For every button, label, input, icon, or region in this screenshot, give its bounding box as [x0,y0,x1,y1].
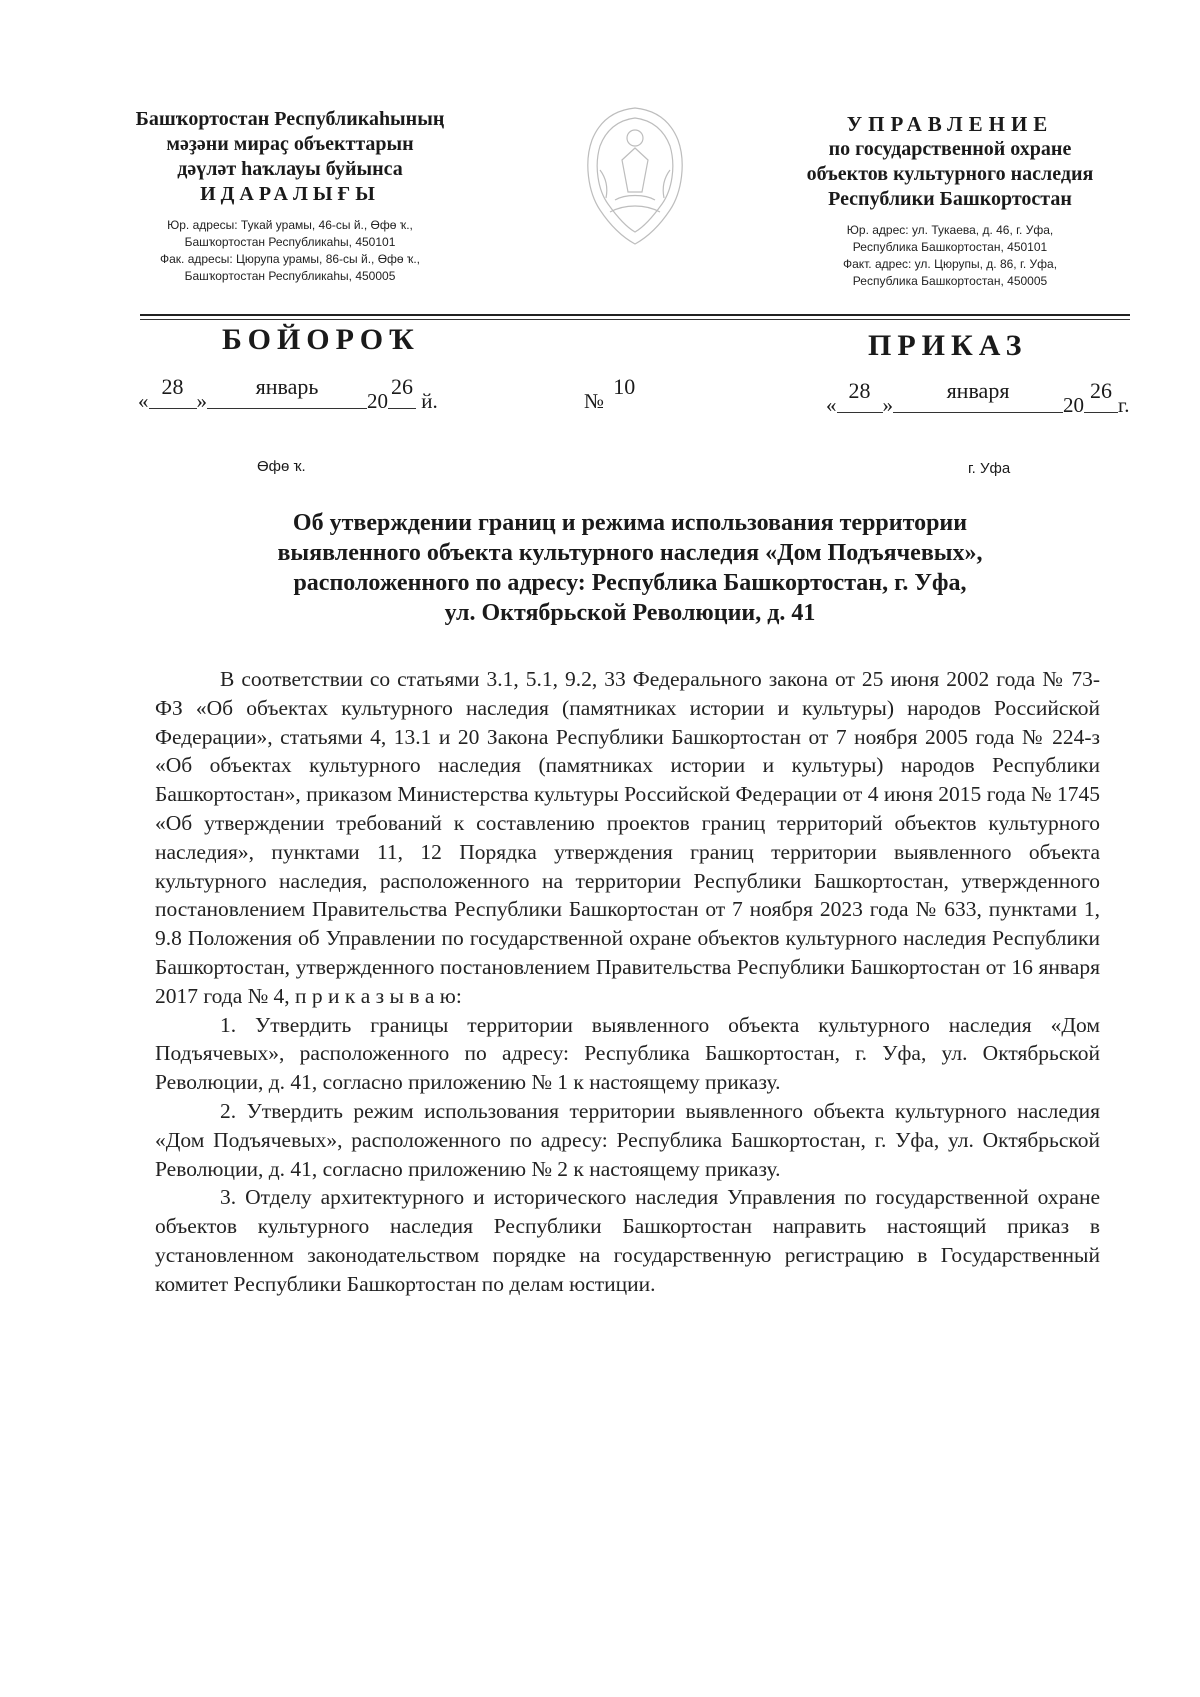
right-addr-line3: Факт. адрес: ул. Цюрупы, д. 86, г. Уфа, [842,257,1058,271]
right-header [760,112,1140,290]
left-addr-line2: Башҡортостан Республикаһы, 450101 [184,235,396,249]
right-date-day: 28 [848,378,871,403]
title-line1: Об утверждении границ и режима использования территории [292,510,968,536]
right-date [826,378,1146,418]
left-date-year: 26 [391,374,413,399]
order-item-3: 3. Отделу архитектурного и исторического наследия Управления по государственной охране объектов культурного наследия Республики Башкортостан направить настоящий приказ в установленном законодательством порядке на государственную регистрацию в Государственный комитет Республики Башкортостан по делам юстиции. [155,1185,1100,1296]
doc-kind-russian: ПРИКАЗ [868,329,1028,362]
left-date-day: 28 [161,374,184,399]
left-address [100,217,480,285]
doc-kind-bashkir: БОЙОРОҠ [222,323,420,356]
right-date-year-mark: г. [1118,393,1130,417]
order-number-label: № [584,389,605,413]
body-preamble: В соответствии со статьями 3.1, 5.1, 9.2, 33 Федерального закона от 25 июня 2002 года № 73-ФЗ «Об объектах культурного наследия (памятниках истории и культуры) народов Российской Федерации», статьями 4, 13.1 и 20 Закона Республики Башкортостан от 7 ноября 2005 года № 224-з «Об объектах культурного наследия (памятниках истории и культуры) народов Республики Башкортостан», приказом Министерства культуры Российской Федерации от 4 июня 2015 года № 1745 «Об утверждении требований к составлению проектов границ территорий объектов культурного наследия», пунктами 11, 12 Порядка утверждения границ территории выявленного объекта культурного наследия, расположенного на территории Республики Башкортостан, утвержденного постановлением Правительства Республики Башкортостан от 7 ноября 2023 года № 633, пунктами 1, 9.8 Положения об Управлении по государственной охране объектов культурного наследия Республики Башкортостан, утвержденного постановлением Правительства Республики Башкортостан от 16 января 2017 года № 4, п р и к а з ы в а ю: [155,667,1100,1008]
left-date-month: январь [255,374,319,399]
order-item-1: 1. Утвердить границы территории выявленного объекта культурного наследия «Дом Подъячевых», расположенного по адресу: Республика Башкортостан, г. Уфа, ул. Октябрьской Революции, д. 41, согласно приложению № 1 к настоящему приказу. [155,1012,1100,1095]
right-date-quote-close: » [882,393,893,417]
right-addr-line1: Юр. адрес: ул. Тукаева, д. 46, г. Уфа, [846,223,1054,237]
title-line2: выявленного объекта культурного наследия «Дом Подъячевых», [277,540,983,566]
left-addr-line1: Юр. адресы: Тукай урамы, 46-сы й., Өфө ҡ., [167,218,413,232]
left-date-quote-open: « [138,389,149,413]
right-date-month: января [946,378,1010,403]
right-address [760,222,1140,290]
order-item-2: 2. Утвердить режим использования территории выявленного объекта культурного наследия «Дом Подъячевых», расположенного по адресу: Республика Башкортостан, г. Уфа, ул. Октябрьской Революции, д. 41, согласно приложению № 2 к настоящему приказу. [155,1098,1100,1181]
left-addr-line4: Башҡортостан Республикаһы, 450005 [184,269,396,283]
right-addr-line4: Республика Башкортостан, 450005 [852,274,1048,288]
left-org-line1: Башҡортостан Республикаһының [135,108,445,130]
place-russian: г. Уфа [968,460,1011,477]
left-date-year-mark: й. [421,389,438,413]
left-date-year-prefix: 20 [367,389,388,413]
right-date-year-prefix: 20 [1063,393,1084,417]
left-addr-line3: Фак. адресы: Цюрупа урамы, 86-сы й., Өфө ҡ., [159,252,421,266]
order-number [584,374,636,414]
left-org-line3: дәүләт һаҡлауы буйынса [177,158,403,180]
header-divider [140,314,1130,316]
right-org-line1: УПРАВЛЕНИЕ [846,112,1054,136]
place-bashkir: Өфө ҡ. [257,458,306,475]
right-date-year: 26 [1090,378,1112,403]
left-date-quote-close: » [196,389,207,413]
document-body [155,665,1100,1299]
right-org-line4: Республики Башкортостан [828,188,1072,210]
right-addr-line2: Республика Башкортостан, 450101 [852,240,1048,254]
header-divider-thin [140,319,1130,320]
left-org-line4: ИДАРАЛЫҒЫ [200,183,380,205]
title-line3: расположенного по адресу: Республика Башкортостан, г. Уфа, [293,570,967,596]
left-header [100,107,480,285]
right-date-quote-open: « [826,393,837,417]
left-date [138,374,458,414]
left-org-line2: мәҙәни мираҫ объекттарын [166,133,414,155]
title-line4: ул. Октябрьской Революции, д. 41 [444,600,816,626]
coat-of-arms-icon [570,100,700,250]
right-org-line3: объектов культурного наследия [806,163,1094,185]
right-org-line2: по государственной охране [828,138,1072,160]
document-title [150,508,1110,628]
order-number-value: 10 [613,374,636,399]
